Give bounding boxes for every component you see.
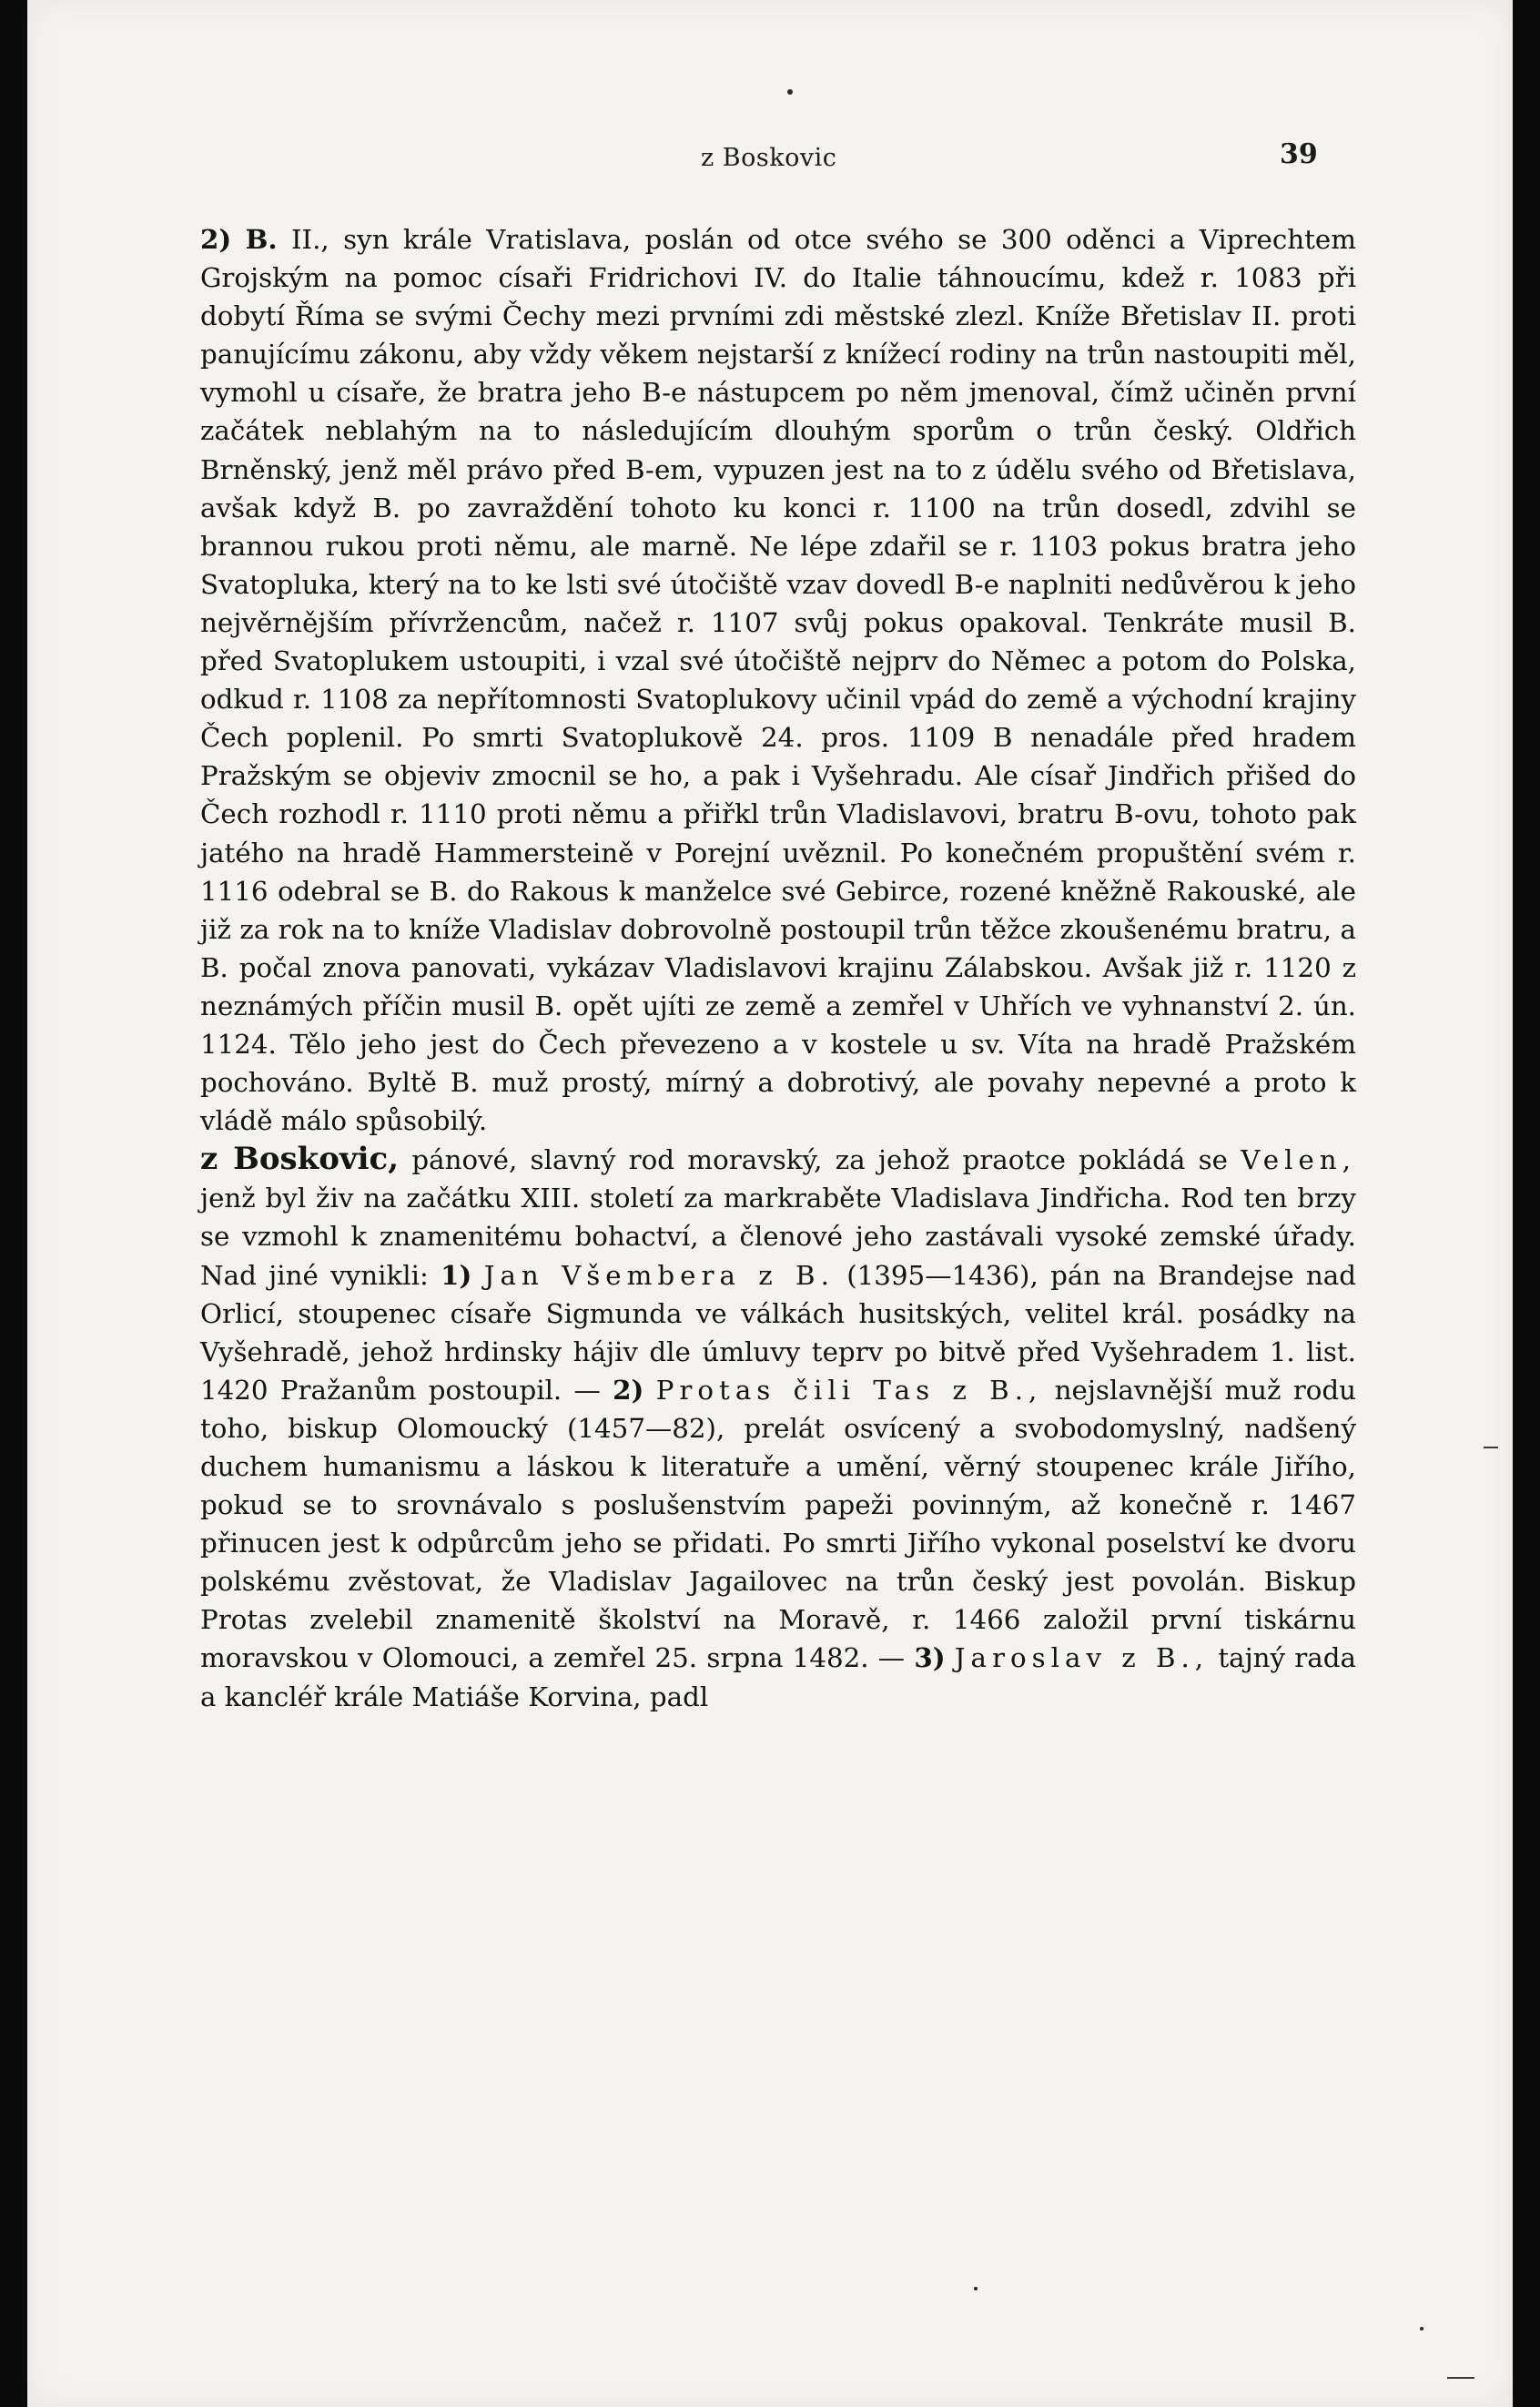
entry-intro-continued: jenž byl živ na začátku XIII. století za markraběte Vladislava Jindřicha. Rod ten brzy se vzmohl k znamenitému bohactví, a členové jeho zastávali vysoké zemské úřady. Nad jiné vynikli: bbox=[200, 1183, 1356, 1291]
dust-speck bbox=[787, 89, 793, 95]
dust-speck bbox=[1420, 2327, 1423, 2331]
person-name: Jaroslav z B., bbox=[954, 1642, 1210, 1674]
edge-mark bbox=[1447, 2377, 1474, 2379]
page-number: 39 bbox=[1280, 138, 1318, 170]
person-text: (1395—1436), pán na Brandejse nad Orlicí, stoupenec císaře Sigmunda ve válkách husitských, velitel král. posádky na Vyšehradě, jehož hrdinsky hájiv dle úmluvy teprv po bitvě před Vyšehradem 1. list. 1420 Pražanům postoupil. — bbox=[200, 1259, 1356, 1406]
item-number: 3) bbox=[914, 1641, 946, 1674]
paragraph-borivoj bbox=[200, 220, 1356, 1140]
entry-abbrev: B. bbox=[245, 223, 278, 255]
edge-mark bbox=[1484, 1447, 1498, 1448]
person-name: Protas čili Tas z B., bbox=[655, 1374, 1043, 1406]
founder-name: Velen, bbox=[1241, 1144, 1356, 1176]
item-number: 2) bbox=[613, 1373, 644, 1406]
entry-intro: pánové, slavný rod moravský, za jehož praotce pokládá se bbox=[411, 1144, 1229, 1176]
body-text bbox=[200, 220, 1356, 1716]
entry-text: II., syn krále Vratislava, poslán od otce svého se 300 oděnci a Viprechtem Grojským na pomoc císaři Fridrichovi IV. do Italie táhnoucímu, kdež r. 1083 při dobytí Říma se svými Čechy mezi prvními zdi městské zlezl. Kníže Břetislav II. proti panujícímu zákonu, aby vždy věkem nejstarší z knížecí rodiny na trůn nastoupiti měl, vymohl u císaře, že bratra jeho B-e nástupcem po něm jmenoval, čímž učiněn první začátek neblahým na to následujícím dlouhým sporům o trůn český. Oldřich Brněnský, jenž měl právo před B-em, vypuzen jest na to z údělu svého od Břetislava, avšak když B. po zavraždění tohoto ku konci r. 1100 na trůn dosedl, zdvihl se brannou rukou proti němu, ale marně. Ne lépe zdařil se r. 1103 pokus bratra jeho Svatopluka, který na to ke lsti své útočiště vzav dovedl B-e naplniti nedůvěrou k jeho nejvěrnějším přívržencům, načež r. 1107 svůj pokus opakoval. Tenkráte musil B. před Svatoplukem ustoupiti, i vzal své útočiště nejprv do Němec a potom do Polska, odkud r. 1108 za nepřítomnosti Svatoplukovy učinil vpád do země a východní krajiny Čech poplenil. Po smrti Svatoplukově 24. pros. 1109 B nenadále před hradem Pražským se objeviv zmocnil se ho, a pak i Vyšehradu. Ale císař Jindřich přišed do Čech rozhodl r. 1110 proti němu a přiřkl trůn Vladislavovi, bratru B-ovu, tohoto pak jatého na hradě Hammersteině v Porejní uvěznil. Po konečném propuštění svém r. 1116 odebral se B. do Rakous k manželce své Gebirce, rozené kněžně Rakouské, ale již za rok na to kníže Vladislav dobrovolně postoupil trůn těžce zkoušenému bratru, a B. počal znova panovati, vykázav Vladislavovi krajinu Zálabskou. Avšak již r. 1120 z neznámých příčin musil B. opět ujíti ze země a zemřel v Uhřích ve vyhnanství 2. ún. 1124. Tělo jeho jest do Čech převezeno a v kostele u sv. Víta na hradě Pražském pochováno. Byltě B. muž prostý, mírný a dobrotivý, ale povahy nepevné a proto k vládě málo spůsobilý. bbox=[200, 224, 1356, 1137]
running-head: z Boskovic bbox=[701, 144, 837, 172]
person-text: tajný rada a kancléř krále Matiáše Korvina, padl bbox=[200, 1642, 1356, 1712]
book-page bbox=[27, 0, 1513, 2407]
dust-speck bbox=[974, 2287, 978, 2290]
paragraph-boskovic bbox=[200, 1140, 1356, 1715]
entry-headword: z Boskovic, bbox=[200, 1141, 400, 1178]
person-text: nejslavnější muž rodu toho, biskup Olomoucký (1457—82), prelát osvícený a svobodomyslný, nadšený duchem humanismu a láskou k literatuře a umění, věrný stoupenec krále Jiřího, pokud se to srovnávalo s poslušenstvím papeži povinným, až konečně r. 1467 přinucen jest k odpůrcům jeho se přidati. Po smrti Jiřího vykonal poselství ke dvoru polskému zvěstovat, že Vladislav Jagailovec na trůn český jest povolán. Biskup Protas zvelebil znamenitě školství na Moravě, r. 1466 založil první tiskárnu moravskou v Olomouci, a zemřel 25. srpna 1482. — bbox=[200, 1374, 1356, 1674]
person-name: Jan Všembera z B. bbox=[483, 1259, 835, 1291]
item-number: 1) bbox=[441, 1258, 472, 1291]
entry-number: 2) bbox=[200, 223, 232, 255]
